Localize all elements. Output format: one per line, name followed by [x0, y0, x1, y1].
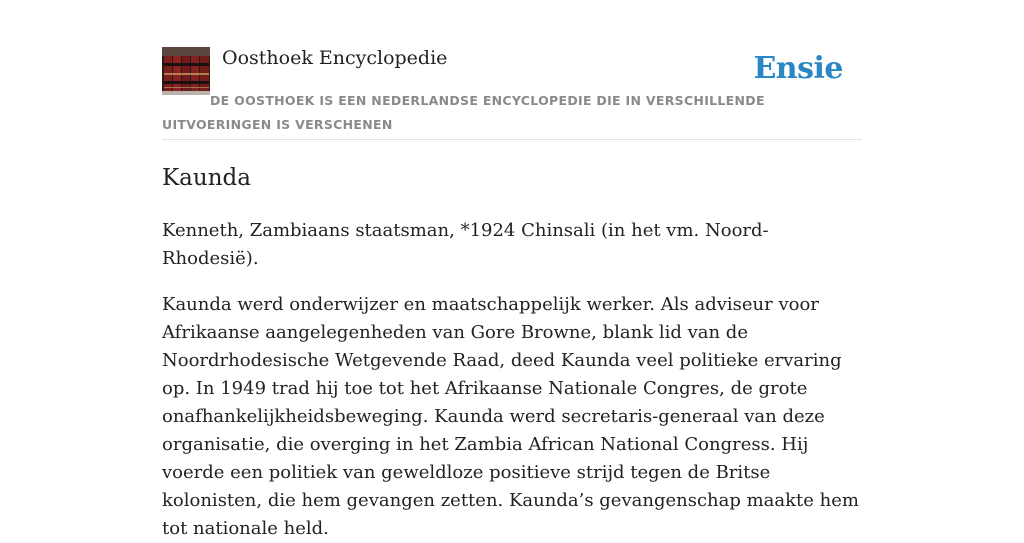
site-header — [162, 0, 862, 140]
article-intro: Kenneth, Zambiaans staatsman, *1924 Chinsali (in het vm. Noord-Rhodesië). — [162, 220, 769, 269]
article-body: Kaunda werd onderwijzer en maatschappelijk werker. Als adviseur voor Afrikaanse aangelegenheden van Gore Browne, blank lid van de Noordrhodesische Wetgevende Raad, deed Kaunda veel politieke ervaring op. In 1949 trad hij toe tot het Afrikaanse Nationale Congres, de grote onafhankelijkheidsbeweging. Kaunda werd secretaris-generaal van deze organisatie, die overging in het Zambia African National Congress. Hij voerde een politiek van geweldloze positieve strijd tegen de Britse kolonisten, die hem gevangen zetten. Kaunda’s gevangenschap maakte hem tot nationale held. — [162, 294, 859, 539]
article-title: Kaunda — [162, 165, 251, 191]
site-name[interactable]: Oosthoek Encyclopedie — [222, 47, 448, 69]
book-spines-icon — [162, 47, 210, 95]
brand-logo[interactable]: Ensie — [753, 51, 843, 86]
avatar[interactable] — [162, 47, 210, 95]
site-tagline: DE OOSTHOEK IS EEN NEDERLANDSE ENCYCLOPEDIE DIE IN VERSCHILLENDE UITVOERINGEN IS VERSCHENEN — [162, 93, 765, 132]
article — [162, 160, 862, 543]
